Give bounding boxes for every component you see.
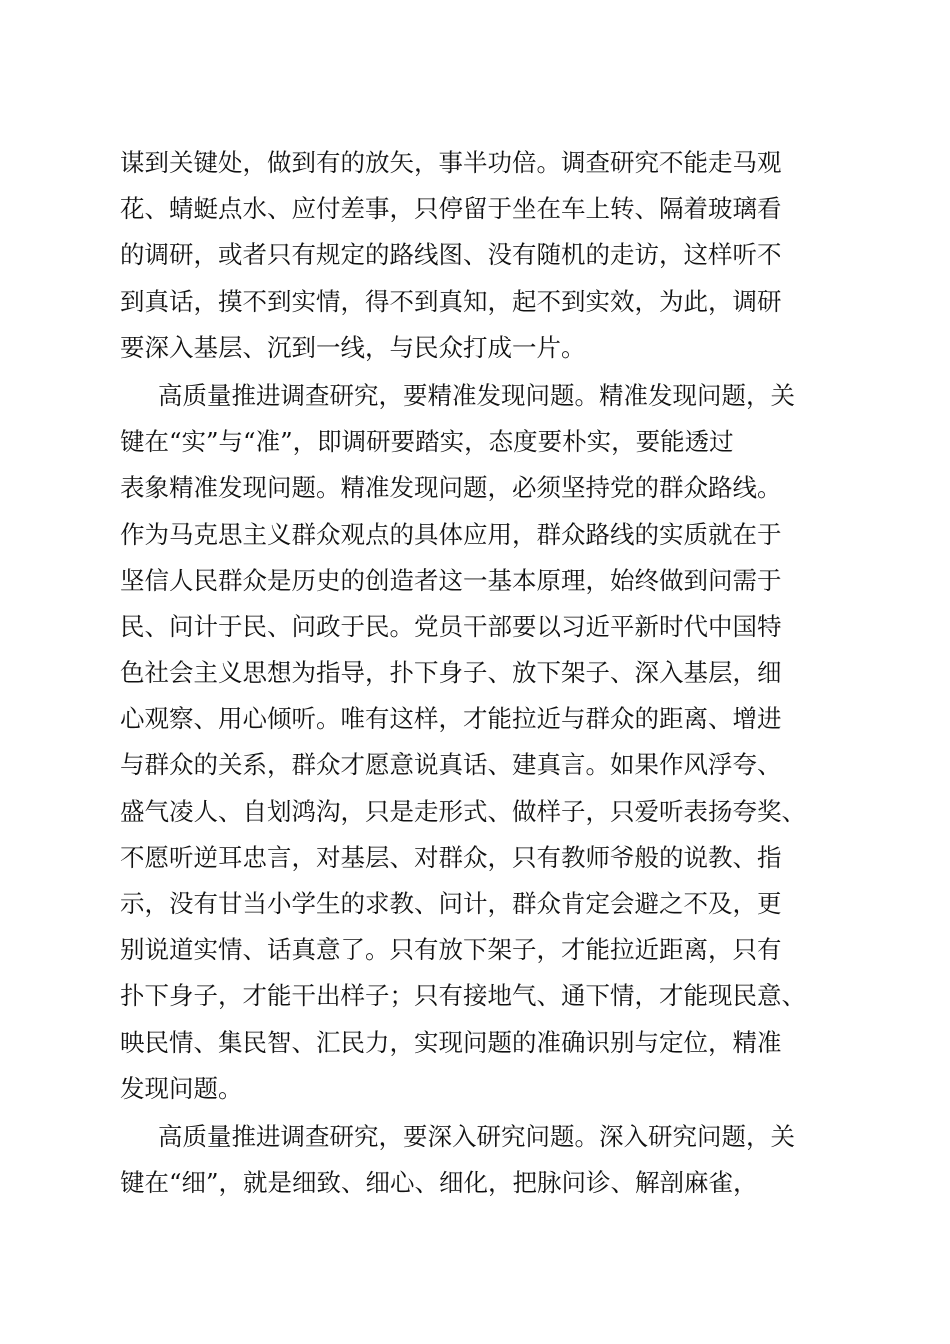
text-line: 心观察、用心倾听。唯有这样，才能拉近与群众的距离、增进 bbox=[120, 704, 782, 734]
text-line: 与群众的关系，群众才愿意说真话、建真言。如果作风浮夸、 bbox=[120, 750, 782, 780]
text-line: 不愿听逆耳忠言，对基层、对群众，只有教师爷般的说教、指 bbox=[120, 842, 782, 872]
text-line: 色社会主义思想为指导，扑下身子、放下架子、深入基层，细 bbox=[120, 658, 782, 688]
text-line: 到真话，摸不到实情，得不到真知，起不到实效，为此，调研 bbox=[120, 286, 782, 316]
text-line: 高质量推进调查研究，要精准发现问题。精准发现问题，关 bbox=[158, 380, 795, 410]
paragraph-1 bbox=[120, 140, 840, 371]
paragraph-3 bbox=[120, 1114, 840, 1206]
text-line: 键在“细”，就是细致、细心、细化，把脉问诊、解剖麻雀， bbox=[120, 1168, 758, 1198]
text-line: 谋到关键处，做到有的放矢，事半功倍。调查研究不能走马观 bbox=[120, 148, 782, 177]
text-line: 民、问计于民、问政于民。党员干部要以习近平新时代中国特 bbox=[120, 611, 782, 641]
text-line: 的调研，或者只有规定的路线图、没有随机的走访，这样听不 bbox=[120, 240, 782, 270]
text-line: 别说道实情、话真意了。只有放下架子，才能拉近距离，只有 bbox=[120, 935, 782, 965]
text-line: 花、蜻蜓点水、应付差事，只停留于坐在车上转、隔着玻璃看 bbox=[120, 194, 782, 224]
text-line: 表象精准发现问题。精准发现问题，必须坚持党的群众路线。 bbox=[120, 473, 782, 503]
text-line: 键在“实”与“准”，即调研要踏实，态度要朴实，要能透过 bbox=[120, 427, 734, 457]
text-line: 高质量推进调查研究，要深入研究问题。深入研究问题，关 bbox=[158, 1121, 795, 1151]
paragraph-2 bbox=[120, 373, 840, 1112]
text-line: 映民情、集民智、汇民力，实现问题的准确识别与定位，精准 bbox=[120, 1027, 782, 1057]
text-line: 扑下身子，才能干出样子；只有接地气、通下情，才能现民意、 bbox=[120, 981, 806, 1011]
text-line: 示，没有甘当小学生的求教、问计，群众肯定会避之不及，更 bbox=[120, 889, 782, 918]
text-line: 作为马克思主义群众观点的具体应用，群众路线的实质就在于 bbox=[120, 519, 782, 549]
body-text bbox=[120, 140, 840, 1206]
text-line: 要深入基层、沉到一线，与民众打成一片。 bbox=[120, 332, 586, 362]
text-line: 发现问题。 bbox=[120, 1073, 243, 1103]
text-line: 坚信人民群众是历史的创造者这一基本原理，始终做到问需于 bbox=[120, 565, 782, 595]
text-line: 盛气凌人、自划鸿沟，只是走形式、做样子，只爱听表扬夸奖、 bbox=[120, 796, 806, 826]
